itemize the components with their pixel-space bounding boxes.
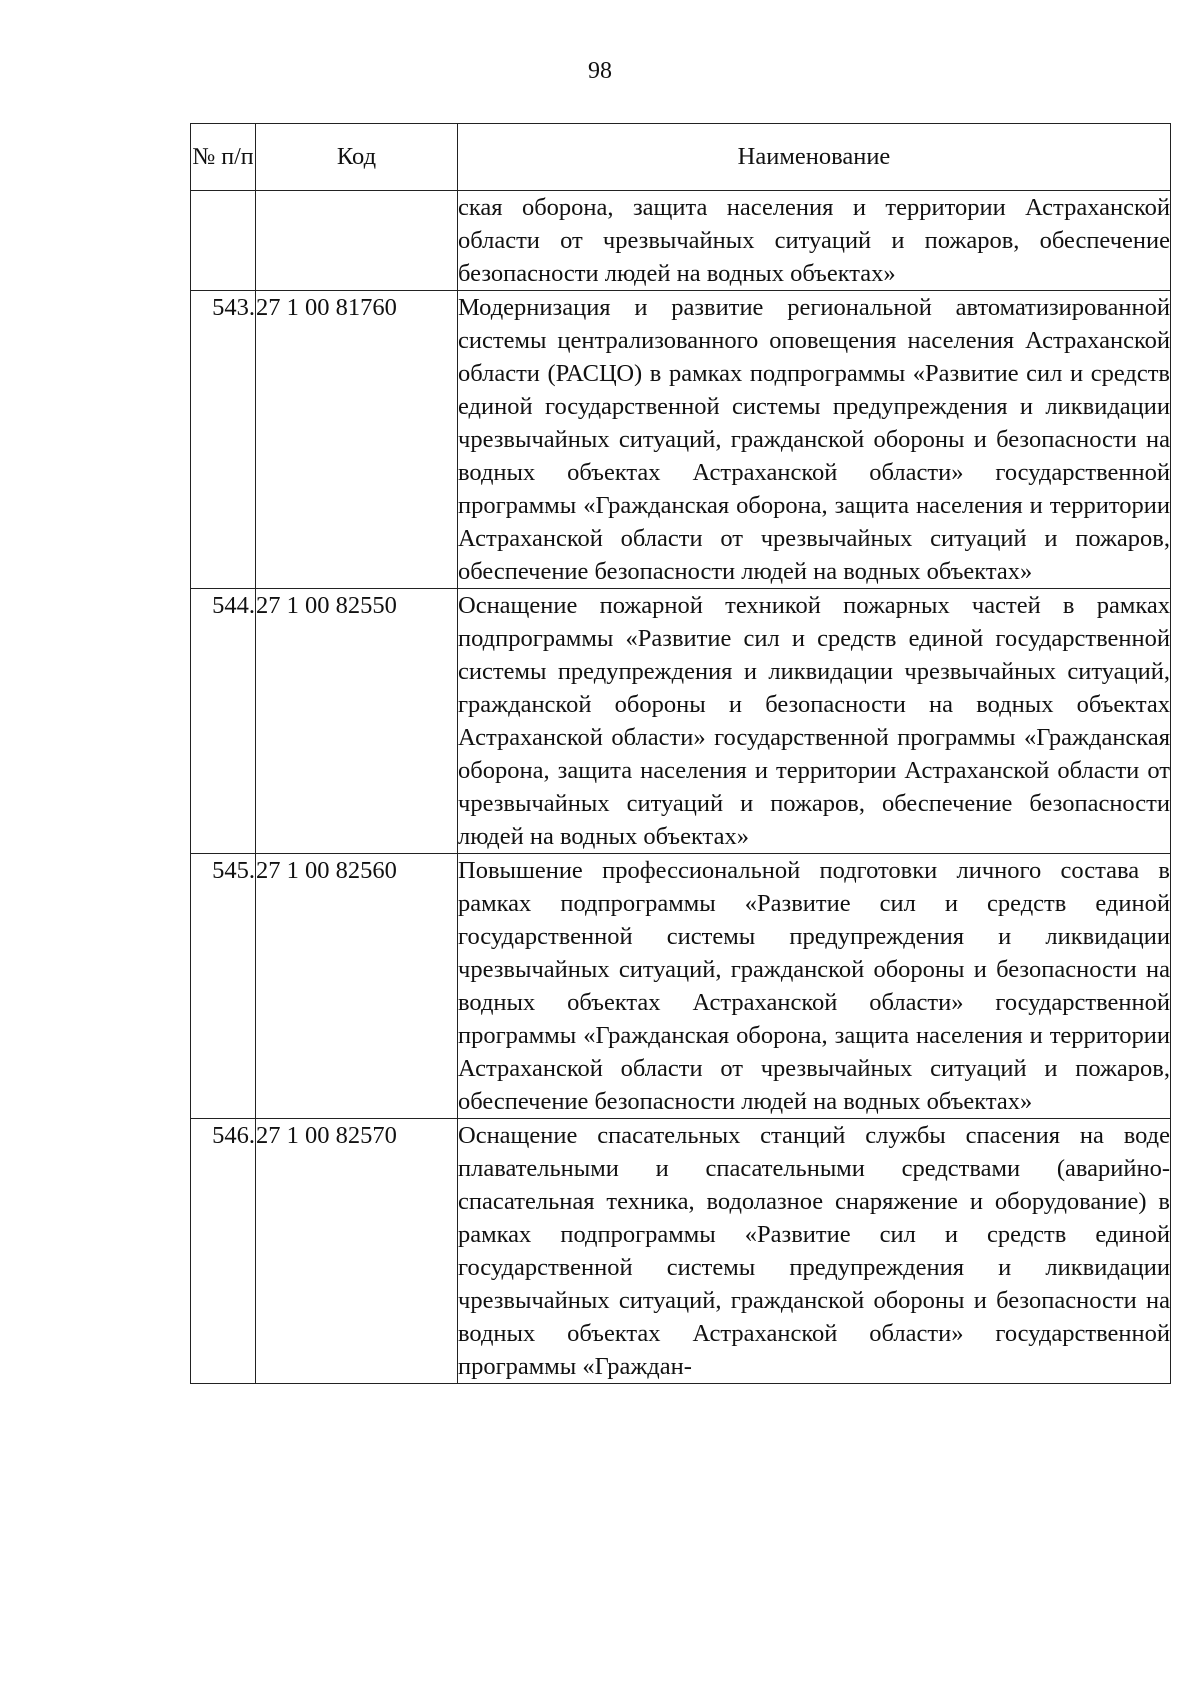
row-code [256,191,458,291]
header-code: Код [256,124,458,191]
row-code: 27 1 00 82560 [256,854,458,1119]
row-num: 545. [191,854,256,1119]
row-num: 543. [191,291,256,589]
table-row [191,1119,1171,1384]
row-num [191,191,256,291]
row-num: 544. [191,589,256,854]
row-name: Оснащение пожарной техникой пожарных частей в рамках подпрограммы «Развитие сил и средств единой государственной системы предупреждения и ликвидации чрезвычайных ситуаций, гражданской обороны и безопасности на водных объектах Астраханской области» государственной программы «Гражданская оборона, защита населения и территории Астраханской области от чрезвычайных ситуаций и пожаров, обеспечение безопасности людей на водных объектах» [458,589,1171,854]
row-name: Повышение профессиональной подготовки личного состава в рамках подпрограммы «Развитие сил и средств единой государственной системы предупреждения и ликвидации чрезвычайных ситуаций, гражданской обороны и безопасности на водных объектах Астраханской области» государственной программы «Гражданская оборона, защита населения и территории Астраханской области от чрезвычайных ситуаций и пожаров, обеспечение безопасности людей на водных объектах» [458,854,1171,1119]
row-code: 27 1 00 82570 [256,1119,458,1384]
table-header-row [191,124,1171,191]
table-row [191,291,1171,589]
table-row [191,589,1171,854]
row-num: 546. [191,1119,256,1384]
row-code: 27 1 00 82550 [256,589,458,854]
row-code: 27 1 00 81760 [256,291,458,589]
header-name: Наименование [458,124,1171,191]
row-name: ская оборона, защита населения и территории Астраханской области от чрезвычайных ситуаций и пожаров, обеспечение безопасности людей на водных объектах» [458,191,1171,291]
table-row [191,854,1171,1119]
row-name: Оснащение спасательных станций службы спасения на воде плавательными и спасательными средствами (аварийно-спасательная техника, водолазное снаряжение и оборудование) в рамках подпрограммы «Развитие сил и средств единой государственной системы предупреждения и ликвидации чрезвычайных ситуаций, гражданской обороны и безопасности на водных объектах Астраханской области» государственной программы «Граждан- [458,1119,1171,1384]
classification-table [190,123,1171,1384]
table-row [191,191,1171,291]
header-num: № п/п [191,124,256,191]
page-number: 98 [588,58,612,84]
row-name: Модернизация и развитие региональной автоматизированной системы централизованного оповещения населения Астраханской области (РАСЦО) в рамках подпрограммы «Развитие сил и средств единой государственной системы предупреждения и ликвидации чрезвычайных ситуаций, гражданской обороны и безопасности на водных объектах Астраханской области» государственной программы «Гражданская оборона, защита населения и территории Астраханской области от чрезвычайных ситуаций и пожаров, обеспечение безопасности людей на водных объектах» [458,291,1171,589]
